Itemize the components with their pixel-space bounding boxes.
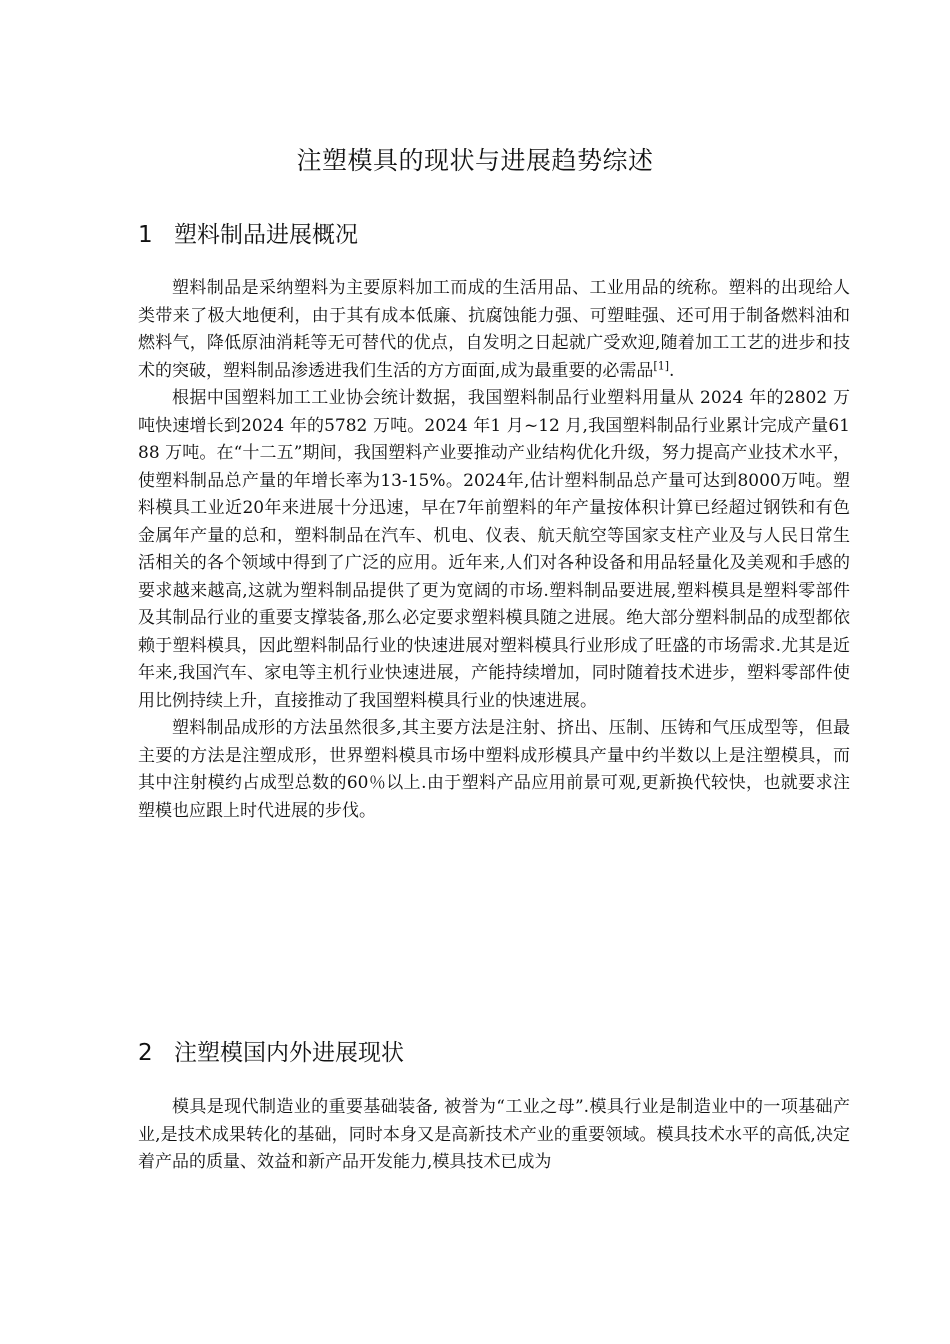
section-heading-1 [138, 219, 838, 251]
paragraph-text: 塑料制品是采纳塑料为主要原料加工而成的生活用品、工业用品的统称。塑料的出现给人类带来了极大地便利，由于其有成本低廉、抗腐蚀能力强、可塑畦强、还可用于制备燃料油和燃料气，降低原油消耗等无可替代的优点，自发明之日起就广受欢迎,随着加工工艺的进步和技术的突破，塑料制品渗透进我们生活的方方面面,成为最重要的必需品 [138, 278, 850, 381]
document-title: 注塑模具的现状与进展趋势综述 [296, 146, 654, 175]
paragraph: 模具是现代制造业的重要基础装备, 被誉为“工业之母”.模具行业是制造业中的一项基础产业,是技术成果转化的基础，同时本身又是高新技术产业的重要领域。模具技术水平的高低,决定着产品的质量、效益和新产品开发能力,模具技术已成为 [138, 1097, 850, 1172]
section-heading-text: 塑料制品进展概况 [174, 222, 358, 248]
section-number: 2 [138, 1040, 153, 1066]
section-heading-text: 注塑模国内外进展现状 [174, 1040, 404, 1066]
paragraph: 塑料制品成形的方法虽然很多,其主要方法是注射、挤出、压制、压铸和气压成型等，但最主要的方法是注塑成形，世界塑料模具市场中塑料成形模具产量中约半数以上是注塑模具，而其中注射模约占成型总数的60％以上.由于塑料产品应用前景可观,更新换代较快，也就要求注塑模也应跟上时代进展的步伐。 [138, 718, 850, 821]
section-number: 1 [138, 222, 153, 248]
section-body-1 [138, 275, 850, 825]
paragraph: 根据中国塑料加工工业协会统计数据，我国塑料制品行业塑料用量从 2024 年的2802 万吨快速增长到2024 年的5782 万吨。2024 年1 月~12 月,我国塑料制品行业累计完成产量6188 万吨。在“十二五”期间，我国塑料产业要推动产业结构优化升级，努力提高产业技术水平，使塑料制品总产量的年增长率为13-15%。2024年,估计塑料制品总产量可达到8000万吨。塑料模具工业近20年来进展十分迅速，早在7年前塑料的年产量按体积计算已经超过钢铁和有色金属年产量的总和，塑料制品在汽车、机电、仪表、航天航空等国家支柱产业及与人民日常生活相关的各个领域中得到了广泛的应用。近年来,人们对各种设备和用品轻量化及美观和手感的要求越来越高,这就为塑料制品提供了更为宽阔的市场.塑料制品要进展,塑料模具是塑料零部件及其制品行业的重要支撑装备,那么必定要求塑料模具随之进展。绝大部分塑料制品的成型都依赖于塑料模具，因此塑料制品行业的快速进展对塑料模具行业形成了旺盛的市场需求.尤其是近年来,我国汽车、家电等主机行业快速进展，产能持续增加，同时随着技术进步，塑料零部件使用比例持续上升，直接推动了我国塑料模具行业的快速进展。 [138, 388, 850, 711]
paragraph [138, 275, 850, 385]
section-heading-2 [138, 1037, 838, 1069]
citation-ref: [1] [653, 358, 669, 372]
section-body-2 [138, 1094, 850, 1177]
paragraph-tail: . [669, 360, 675, 381]
